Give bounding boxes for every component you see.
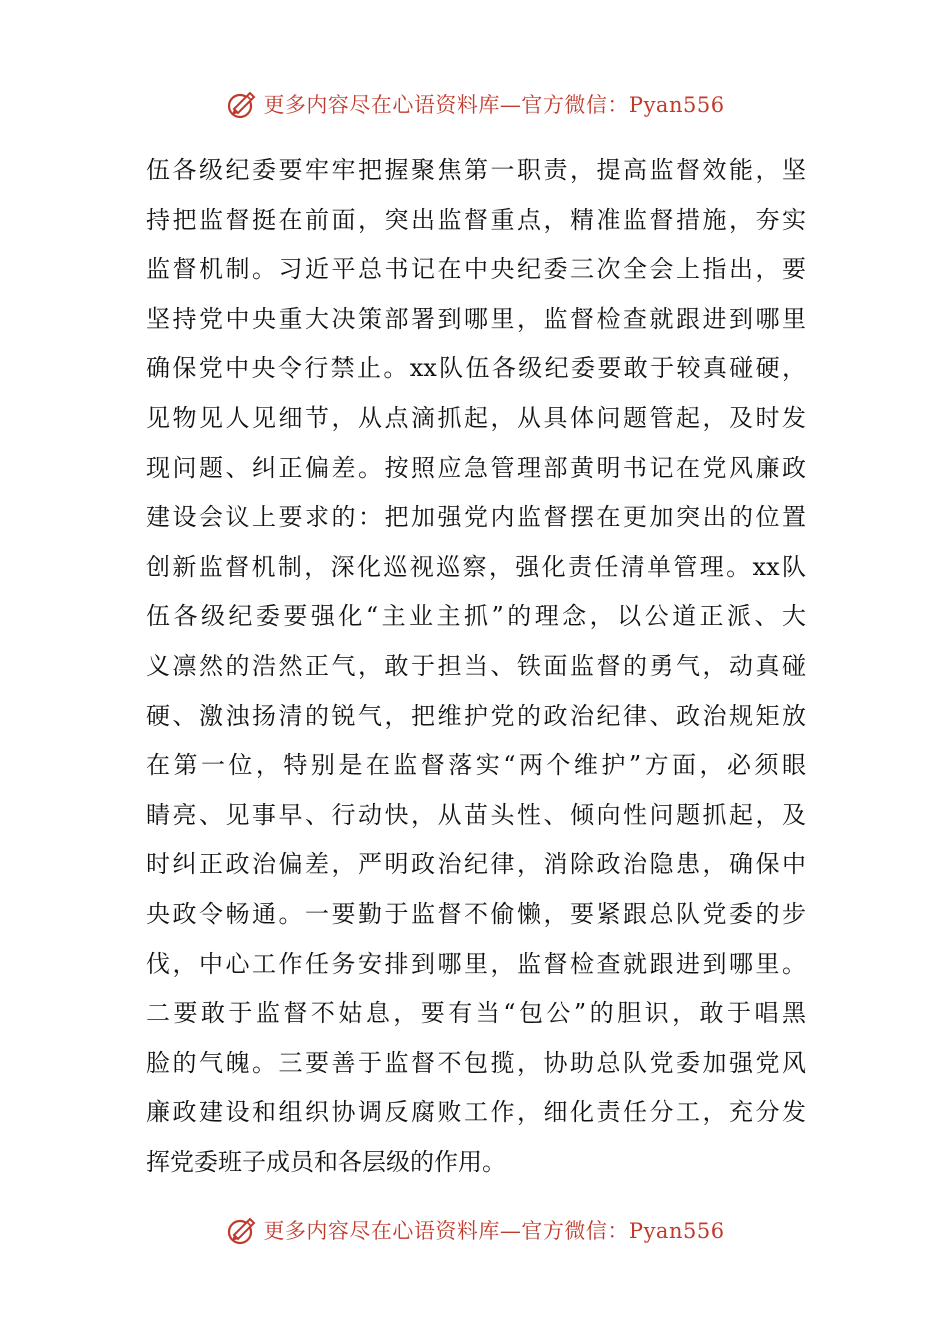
footer-banner-text: 更多内容尽在心语资料库—官方微信：Pyan556 xyxy=(263,1219,725,1243)
body-line: 在第一位，特别是在监督落实“两个维护”方面，必须眼 xyxy=(146,751,806,780)
body-line: 现问题、纠正偏差。按照应急管理部黄明书记在党风廉政 xyxy=(146,453,806,482)
body-line: 伐，中心工作任务安排到哪里，监督检查就跟进到哪里。 xyxy=(146,949,806,978)
document-body xyxy=(146,146,806,1187)
body-line: 义凛然的浩然正气，敢于担当、铁面监督的勇气，动真碰 xyxy=(146,651,806,680)
body-line: 监督机制。习近平总书记在中央纪委三次全会上指出，要 xyxy=(146,255,806,284)
body-line: 时纠正政治偏差，严明政治纪律，消除政治隐患，确保中 xyxy=(146,850,806,879)
body-line: 坚持党中央重大决策部署到哪里，监督检查就跟进到哪里 xyxy=(146,304,806,333)
footer-banner xyxy=(0,1208,950,1252)
body-line: 硬、激浊扬清的锐气，把维护党的政治纪律、政治规矩放 xyxy=(146,701,806,730)
body-line: 创新监督机制，深化巡视巡察，强化责任清单管理。xx队 xyxy=(146,552,806,581)
body-line: 确保党中央令行禁止。xx队伍各级纪委要敢于较真碰硬， xyxy=(146,354,806,383)
body-line: 二要敢于监督不姑息，要有当“包公”的胆识，敢于唱黑 xyxy=(146,999,806,1028)
body-line: 持把监督挺在前面，突出监督重点，精准监督措施，夯实 xyxy=(146,205,806,234)
body-line: 伍各级纪委要牢牢把握聚焦第一职责，提高监督效能，坚 xyxy=(146,156,806,184)
body-line: 挥党委班子成员和各层级的作用。 xyxy=(146,1147,506,1176)
body-line: 央政令畅通。一要勤于监督不偷懒，要紧跟总队党委的步 xyxy=(146,899,806,928)
header-banner-text: 更多内容尽在心语资料库—官方微信：Pyan556 xyxy=(263,93,725,117)
header-banner xyxy=(0,82,950,126)
body-line: 睛亮、见事早、行动快，从苗头性、倾向性问题抓起，及 xyxy=(146,800,806,829)
body-line: 脸的气魄。三要善于监督不包揽，协助总队党委加强党风 xyxy=(146,1048,806,1077)
body-line: 建设会议上要求的：把加强党内监督摆在更加突出的位置 xyxy=(146,503,806,532)
pen-logo-icon xyxy=(225,87,259,121)
body-line: 廉政建设和组织协调反腐败工作，细化责任分工，充分发 xyxy=(146,1098,806,1127)
body-line: 伍各级纪委要强化“主业主抓”的理念，以公道正派、大 xyxy=(146,602,806,631)
pen-logo-icon xyxy=(225,1213,259,1247)
body-line: 见物见人见细节，从点滴抓起，从具体问题管起，及时发 xyxy=(146,403,806,432)
